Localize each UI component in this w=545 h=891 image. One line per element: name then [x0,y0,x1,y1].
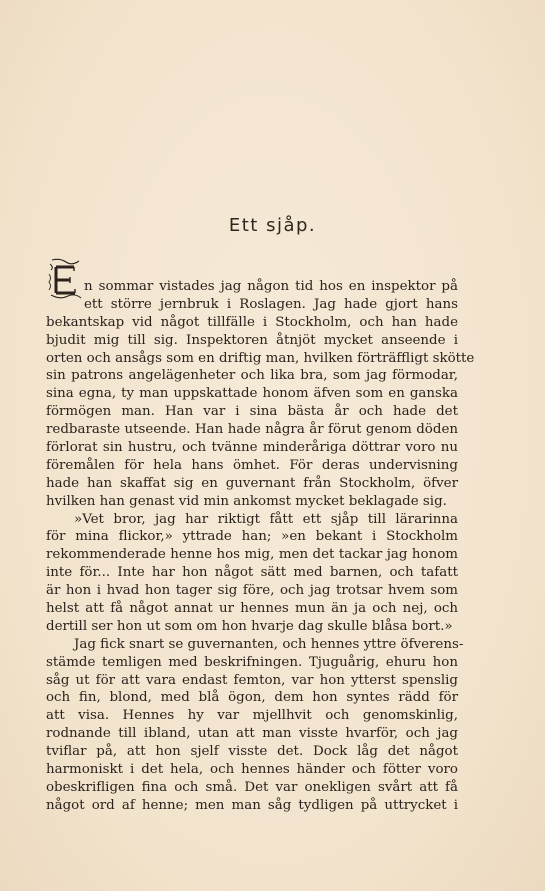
text-line: ett större jernbruk i Roslagen. Jag hade gjort hans [84,296,458,312]
text-line: såg ut för att vara endast femton, var hon ytterst spenslig [46,672,458,688]
text-line: att visa. Hennes hy var mjellhvit och genomskinlig, [46,708,458,724]
text-line: redbaraste utseende. Han hade några år förut genom döden [46,422,458,438]
body-text [46,278,475,815]
text-line: »Vet bror, jag har riktigt fått ett sjåp till lärarinna [74,511,458,527]
text-line: tviflar på, att hon sjelf visste det. Dock låg det något [46,744,458,760]
text-line: n sommar vistades jag någon tid hos en inspektor på [84,279,458,294]
text-line: inte för... Inte har hon något sätt med barnen, och tafatt [46,565,458,581]
text-line: stämde temligen med beskrifningen. Tjuguårig, ehuru hon [46,654,458,670]
chapter-title: Ett sjåp. [228,215,317,236]
text-line: sin patrons angelägenheter och lika bra, som jag förmodar, [46,368,458,384]
text-line: förmögen man. Han var i sina bästa år och hade det [46,404,458,420]
text-line: bekantskap vid något tillfälle i Stockholm, och han hade [46,314,458,330]
text-line: orten och ansågs som en driftig man, hvilken förträffligt skötte [46,350,475,366]
text-line: hade han skaffat sig en guvernant från Stockholm, öfver [46,475,458,491]
text-line: rodnande till ibland, utan att man visste hvarför, och jag [46,726,458,742]
text-line: helst att få något annat ur hennes mun än ja och nej, och [46,601,458,617]
text-line: är hon i hvad hon tager sig före, och jag trotsar hvem som [46,583,458,599]
text-line: för mina flickor,» yttrade han; »en bekant i Stockholm [46,529,458,545]
text-line: dertill ser hon ut som om hon hvarje dag skulle blåsa bort.» [46,618,453,634]
text-line: bjudit mig till sig. Inspektoren åtnjöt mycket anseende i [46,332,458,348]
text-line: förlorat sin hustru, och tvänne minderåriga döttrar voro nu [46,440,458,456]
text-line: obeskrifligen fina och små. Det var onekligen svårt att få [46,779,458,795]
text-line: och fin, blond, med blå ögon, dem hon syntes rädd för [46,690,458,706]
text-line: harmoniskt i det hela, och hennes händer och fötter voro [46,762,458,778]
text-line: sina egna, ty man uppskattade honom äfven som en ganska [46,386,458,402]
text-line: rekommenderade henne hos mig, men det tackar jag honom [46,547,458,563]
text-line: något ord af henne; men man såg tydligen på uttrycket i [46,797,458,813]
text-line: föremålen för hela hans ömhet. För deras undervisning [46,457,458,473]
text-line: Jag fick snart se guvernanten, och hennes yttre öfverens- [74,636,464,652]
text-line: hvilken han genast vid min ankomst mycket beklagade sig. [46,493,447,509]
